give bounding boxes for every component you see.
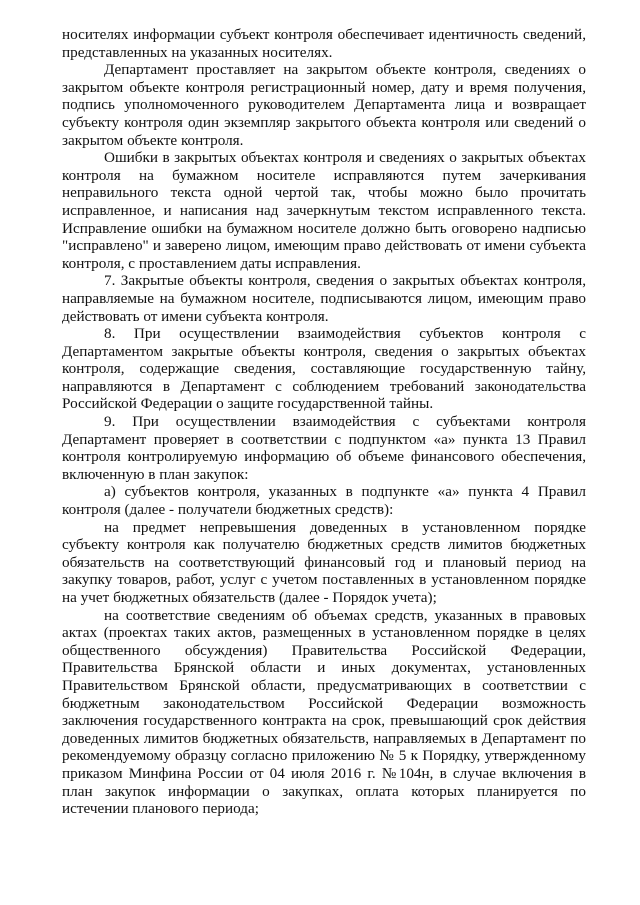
paragraph-3: Ошибки в закрытых объектах контроля и сведениях о закрытых объектах контроля на бумажном носителе исправляются путем зачеркивания неправильного текста одной чертой так, чтобы можно было прочитать исправленное, и написания над зачеркнутым текстом исправленного текста. Исправление ошибки на бумажном носителе должно быть оговорено надписью "исправлено" и заверено лицом, имеющим право действовать от имени субъекта контроля, с проставлением даты исправления.	[62, 149, 586, 272]
paragraph-2: Департамент проставляет на закрытом объекте контроля, сведениях о закрытом объекте контроля регистрационный номер, дату и время получения, подпись уполномоченного руководителем Департамента лица и возвращает субъекту контроля один экземпляр закрытого объекта контроля или сведений о закрытом объекте контроля.	[62, 61, 586, 149]
paragraph-6: 9. При осуществлении взаимодействия с субъектами контроля Департамент проверяет в соответствии с подпунктом «а» пункта 13 Правил контроля контролируемую информацию об объеме финансового обеспечения, включенную в план закупок:	[62, 413, 586, 483]
paragraph-8: на предмет непревышения доведенных в установленном порядке субъекту контроля как получателю бюджетных средств лимитов бюджетных обязательств на соответствующий финансовый год и плановый период на закупку товаров, работ, услуг с учетом поставленных в установленном порядке на учет бюджетных обязательств (далее - Порядок учета);	[62, 518, 586, 606]
document-page	[62, 26, 586, 818]
paragraph-5: 8. При осуществлении взаимодействия субъектов контроля с Департаментом закрытые объекты контроля, сведения о закрытых объектах контроля, содержащие сведения, составляющие государственную тайну, направляются в Департамент с соблюдением требований законодательства Российской Федерации о защите государственной тайны.	[62, 325, 586, 413]
paragraph-1: носителях информации субъект контроля обеспечивает идентичность сведений, представленных на указанных носителях.	[62, 26, 586, 61]
paragraph-7: а) субъектов контроля, указанных в подпункте «а» пункта 4 Правил контроля (далее - получатели бюджетных средств):	[62, 483, 586, 519]
paragraph-4: 7. Закрытые объекты контроля, сведения о закрытых объектах контроля, направляемые на бумажном носителе, подписываются лицом, имеющим право действовать от имени субъекта контроля.	[62, 272, 586, 325]
paragraph-9: на соответствие сведениям об объемах средств, указанных в правовых актах (проектах таких актов, размещенных в установленном порядке в целях общественного обсуждения) Правительства Российской Федерации, Правительства Брянской области и иных документах, установленных Правительством Брянской области, предусматривающих в соответствии с бюджетным законодательством Российской Федерации возможность заключения государственного контракта на срок, превышающий срок действия доведенных лимитов бюджетных обязательств, направляемых в Департамент по рекомендуемому образцу согласно приложению № 5 к Порядку, утвержденному приказом Минфина России от 04 июля 2016 г. №104н, в случае включения в план закупок информации о закупках, оплата которых планируется по истечении планового периода;	[62, 606, 586, 818]
